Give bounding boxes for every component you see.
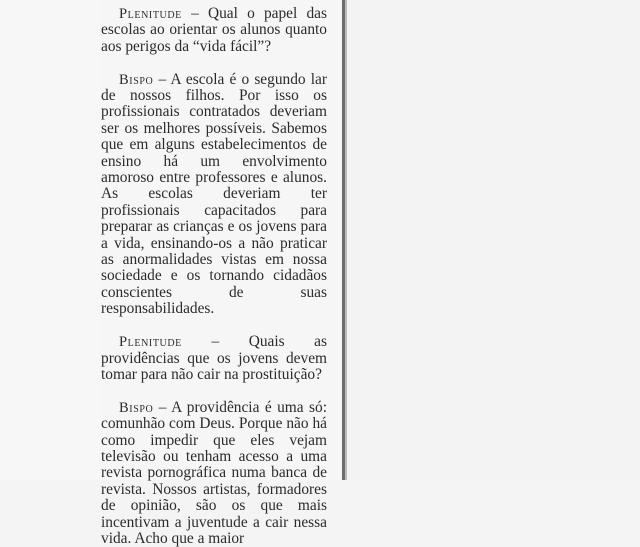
paragraph-text: – Qual o papel das escolas ao orientar os alunos quanto aos perigos da “vida fácil”? [101,5,327,55]
answer-paragraph-1 [101,72,327,318]
paragraph-text: – A providência é uma só: comunhão com Deus. Porque não há como impedir que eles vejam televisão ou tenham acesso a uma revista pornográfica numa banca de revista. Nossos artistas, formadores de opinião, são os que mais incentivam a juventude a cair nessa vida. Acho que a maior [101,398,327,547]
speaker-label: Plenitude [119,334,182,351]
question-paragraph-2 [101,334,327,383]
blank-right-area [347,0,640,480]
left-margin [0,0,100,480]
speaker-label: Bispo [119,399,154,416]
answer-paragraph-2 [101,400,327,547]
paragraph-text: – A escola é o segundo lar de nossos filhos. Por isso os profissionais contratados deveriam ser os melhores possíveis. Sabemos que em alguns estabelecimentos de ensino há um envolvimento amoroso entre professores e alunos. As escolas deveriam ter profissionais capacitados para preparar as crianças e os jovens para a vida, ensinando-os a não praticar as anormalidades vistas em nossa sociedade e os tornando cidadãos conscientes de suas responsabilidades. [101,70,327,318]
speaker-label: Bispo [119,71,154,88]
paragraph-text: – Quais as providências que os jovens devem tomar para não cair na prostituição? [101,333,327,383]
interview-column [101,0,327,547]
question-paragraph-1 [101,0,327,55]
speaker-label: Plenitude [119,6,182,22]
